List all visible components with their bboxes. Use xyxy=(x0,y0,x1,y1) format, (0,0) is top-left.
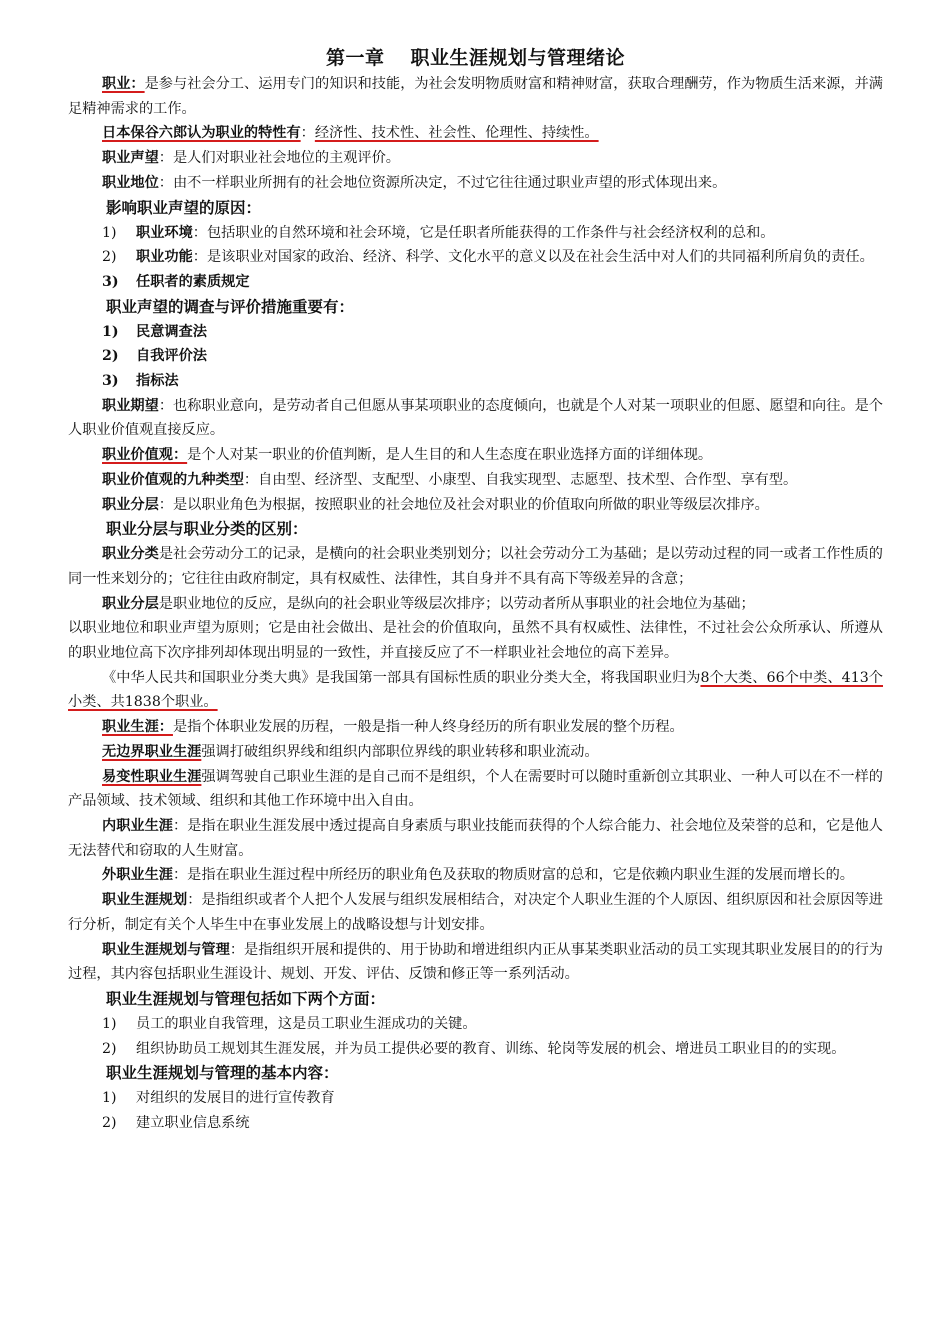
paragraph-protean xyxy=(68,765,883,814)
definition-text: ：也称职业意向，是劳动者自己但愿从事某项职业的态度倾向，也就是个人对某一项职业的但愿、愿望和向往。是个人职业价值观直接反应。 xyxy=(68,397,883,439)
dictionary-text: 《中华人民共和国职业分类大典》是我国第一部具有国标性质的职业分类大全，将我国职业归为 xyxy=(102,669,701,686)
definition-text: ：由不一样职业所拥有的社会地位资源所决定，不过它往往通过职业声望的形式体现出来。 xyxy=(158,174,727,191)
definition-text: ：是指在职业生涯过程中所经历的职业角色及获取的物质财富的总和，它是依赖内职业生涯的发展而增长的。 xyxy=(172,867,854,884)
paragraph-values xyxy=(68,443,883,468)
paragraph-classification-dictionary xyxy=(68,666,883,715)
paragraph-classification xyxy=(68,542,883,591)
definition-text: ：是指组织或者个人把个人发展与组织发展相结合，对决定个人职业生涯的个人原因、组织原因和社会原因等进行分析，制定有关个人毕生中在事业发展上的战略设想与计划安排。 xyxy=(68,892,883,933)
item-text: ：包括职业的自然环境和社会环境，它是任职者所能获得的工作条件与社会经济权利的总和。 xyxy=(192,224,775,241)
term: 职业分层 xyxy=(102,496,159,513)
traits-list: 经济性、技术性、社会性、伦理性、持续性。 xyxy=(314,125,599,142)
list-item xyxy=(68,320,883,345)
list-item xyxy=(68,1111,883,1136)
paragraph-boundaryless xyxy=(68,740,883,765)
chapter-number: 第一章 xyxy=(325,47,385,69)
heading-two-aspects: 职业生涯规划与管理包括如下两个方面： xyxy=(106,989,386,1008)
list-number: 1) xyxy=(102,1090,117,1107)
definition-text: 是个人对某一职业的价值判断，是人生目的和人生态度在职业选择方面的详细体现。 xyxy=(187,447,713,464)
paragraph-career xyxy=(68,715,883,740)
list-number: 3) xyxy=(102,273,119,290)
paragraph-occupation xyxy=(68,72,883,121)
list-number: 2) xyxy=(102,249,117,266)
definition-text: ：是指在职业生涯发展中透过提高自身素质与职业技能而获得的个人综合能力、社会地位及荣誉的总和，它是他人无法替代和窃取的人生财富。 xyxy=(68,817,883,859)
item-text: 组织协助员工规划其生涯发展，并为员工提供必要的教育、训练、轮岗等发展的机会、增进员工职业目的的实现。 xyxy=(136,1040,846,1057)
definition-text: ：是指组织开展和提供的、用于协助和增进组织内正从事某类职业活动的员工实现其职业发展目的的行为过程，其内容包括职业生涯设计、规划、开发、评估、反馈和修正等一系列活动。 xyxy=(68,941,883,983)
term: 日本保谷六郎认为职业的特性有 xyxy=(102,125,301,142)
term: 职业： xyxy=(102,76,145,92)
term: 职业声望 xyxy=(102,150,159,167)
paragraph-internal-career xyxy=(68,814,883,863)
paragraph-stratification-detail xyxy=(68,592,883,617)
paragraph-stratification xyxy=(68,493,883,518)
paragraph-career-management xyxy=(68,938,883,987)
term: 内职业生涯 xyxy=(102,817,173,834)
term: 外职业生涯 xyxy=(102,867,173,884)
category-counts: 8个大类、66个中类、413个小类、共1838个职业。 xyxy=(68,669,883,711)
item-text: 指标法 xyxy=(136,373,179,390)
term: 职业生涯规划 xyxy=(102,892,188,909)
definition-text: ：是以职业角色为根据，按照职业的社会地位及社会对职业的价值取向所做的职业等级层次排序。 xyxy=(158,496,769,513)
list-number: 1) xyxy=(102,323,119,340)
paragraph-expectation xyxy=(68,394,883,443)
term: 职业生涯： xyxy=(102,719,173,736)
item-text: 民意调查法 xyxy=(136,323,207,340)
heading-prestige-methods: 职业声望的调查与评价措施重要有： xyxy=(106,297,355,316)
list-item xyxy=(68,344,883,369)
term: 职业环境 xyxy=(136,224,193,241)
document-page xyxy=(68,44,883,1136)
list-number: 2) xyxy=(102,1040,117,1057)
term: 职业地位 xyxy=(102,174,159,191)
list-number: 2) xyxy=(102,348,119,365)
term: 职业价值观的九种类型 xyxy=(102,471,244,488)
list-item xyxy=(68,245,883,270)
definition-text: 是指个体职业发展的历程，一般是指一种人终身经历的所有职业发展的整个历程。 xyxy=(172,719,684,736)
definition-text: 是参与社会分工、运用专门的知识和技能，为社会发明物质财富和精神财富，获取合理酬劳，作为物质生活来源，并满足精神需求的工作。 xyxy=(68,76,883,117)
term: 职业价值观： xyxy=(102,447,188,464)
definition-text: 强调打破组织界线和组织内部职位界线的职业转移和职业流动。 xyxy=(201,743,599,760)
term: 职业生涯规划与管理 xyxy=(102,941,230,958)
list-item xyxy=(68,1037,883,1062)
definition-text: ：是人们对职业社会地位的主观评价。 xyxy=(158,150,400,167)
item-text: ：是该职业对国家的政治、经济、科学、文化水平的意义以及在社会生活中对人们的共同福利所肩负的责任。 xyxy=(192,249,874,266)
item-text: 自我评价法 xyxy=(136,348,207,365)
list-item xyxy=(68,1086,883,1111)
term: 职业期望 xyxy=(102,397,159,414)
list-number: 3) xyxy=(102,373,119,390)
list-item xyxy=(68,369,883,394)
definition-text: 是职业地位的反应，是纵向的社会职业等级层次排序；以劳动者所从事职业的社会地位为基础； xyxy=(158,595,755,612)
list-number: 1) xyxy=(102,1015,117,1032)
list-number: 2) xyxy=(102,1115,117,1132)
definition-text: 强调驾驶自己职业生涯的是自己而不是组织，个人在需要时可以随时重新创立其职业、一种人可以在不一样的产品领域、技术领域、组织和其他工作环境中出入自由。 xyxy=(68,768,883,810)
paragraph-value-types xyxy=(68,468,883,493)
heading-difference: 职业分层与职业分类的区别： xyxy=(106,520,308,539)
paragraph-career-planning xyxy=(68,888,883,937)
item-text: 建立职业信息系统 xyxy=(136,1115,250,1132)
chapter-title xyxy=(68,44,883,72)
heading-prestige-factors: 影响职业声望的原因： xyxy=(106,198,262,217)
item-text: 对组织的发展目的进行宣传教育 xyxy=(136,1090,335,1107)
term: 无边界职业生涯 xyxy=(102,743,202,760)
paragraph-prestige xyxy=(68,146,883,171)
paragraph-stratification-continued: 以职业地位和职业声望为原则；它是由社会做出、是社会的价值取向，虽然不具有权威性、法律性，不过社会公众所承认、所遵从的职业地位高下次序排列却体现出明显的一致性，并直接反应了不一样职业社会地位的高下差异。 xyxy=(68,620,883,662)
definition-text: ：自由型、经济型、支配型、小康型、自我实现型、志愿型、技术型、合作型、享有型。 xyxy=(243,471,798,488)
term: 职业功能 xyxy=(136,249,193,266)
definition-text: 是社会劳动分工的记录，是横向的社会职业类别划分；以社会劳动分工为基础；是以劳动过程的同一或者工作性质的同一性来划分的；它往往由政府制定，具有权威性、法律性，其自身并不具有高下等级差异的含意； xyxy=(68,546,883,587)
colon: ： xyxy=(300,125,315,142)
list-item xyxy=(68,221,883,246)
item-text: 员工的职业自我管理，这是员工职业生涯成功的关键。 xyxy=(136,1015,477,1032)
term: 职业分类 xyxy=(102,546,159,563)
term: 职业分层 xyxy=(102,595,159,612)
paragraph-external-career xyxy=(68,863,883,888)
heading-basic-content: 职业生涯规划与管理的基本内容： xyxy=(106,1064,339,1083)
list-number: 1) xyxy=(102,224,117,241)
paragraph-status xyxy=(68,171,883,196)
paragraph-occupation-traits xyxy=(68,121,883,146)
list-item xyxy=(68,1012,883,1037)
list-item xyxy=(68,270,883,295)
item-text: 任职者的素质规定 xyxy=(136,273,250,290)
chapter-name: 职业生涯规划与管理绪论 xyxy=(410,47,626,69)
term: 易变性职业生涯 xyxy=(102,768,202,785)
